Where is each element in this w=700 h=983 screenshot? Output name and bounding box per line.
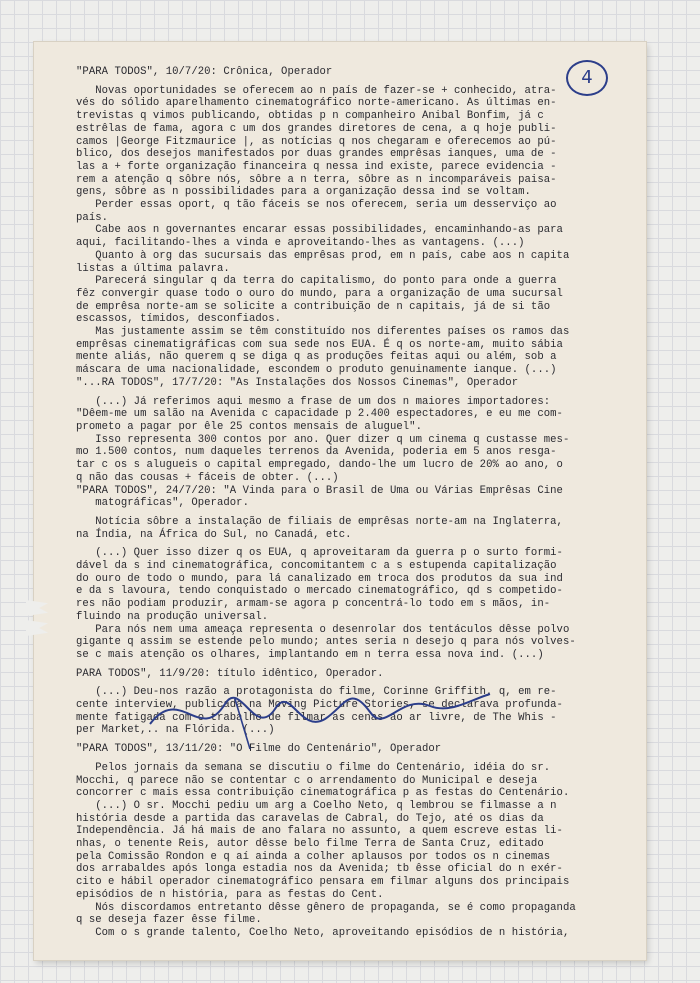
text-line: PARA TODOS", 11/9/20: título idêntico, Operador.: [76, 667, 384, 680]
text-line: "PARA TODOS", 24/7/20: "A Vinda para o Brasil de Uma ou Várias Emprêsas Cine: [76, 484, 563, 497]
text-line: emprêsas cinematigráficas com sua sede nos EUA. É q os norte-am, muito sábia: [76, 338, 563, 351]
text-line: na Índia, na África do Sul, no Canadá, etc.: [76, 528, 352, 541]
text-line: de emprêsa norte-am se solicite a contribuição de n capitais, já de si tão: [76, 300, 551, 313]
text-line: estrêlas de fama, agora c um dos grandes diretores de cena, a q hoje publi-: [76, 122, 557, 135]
document-text: [76, 66, 646, 940]
page-number: 4: [566, 60, 608, 96]
text-line: tar c os s alugueis o capital empregado, dando-lhe um lucro de 20% ao ano, o: [76, 459, 563, 472]
text-line: matográficas", Operador.: [76, 497, 249, 510]
text-line: fêz convergir quase todo o ouro do mundo, para a organização de uma sucursal: [76, 287, 563, 300]
text-line: per Market,.. na Flórida. (...): [76, 724, 275, 737]
text-line: "PARA TODOS", 10/7/20: Crônica, Operador: [76, 66, 333, 78]
text-line: trevistas q vimos publicando, obtidas p n companheiro Anibal Bonfim, já c: [76, 110, 544, 123]
text-line: dável da s ind cinematográfica, concomitantem c a s estupenda capitalização: [76, 560, 557, 573]
text-line: (...) Quer isso dizer q os EUA, q aproveitaram da guerra p o surto formi-: [76, 547, 563, 560]
text-line: vés do sólido aparelhamento cinematográfico norte-americano. As últimas en-: [76, 97, 557, 110]
text-line: camos |George Fitzmaurice |, as notícias q nos chegaram e oferecemos ao pú-: [76, 135, 557, 148]
text-line: Mocchi, q parece não se contentar c o arrendamento do Municipal e deseja: [76, 774, 538, 787]
text-line: Cabe aos n governantes encarar essas possibilidades, encaminhando-as para: [76, 224, 563, 237]
text-line: concorrer c mais essa contribuição cinematográfica p as festas do Centenário.: [76, 787, 570, 800]
text-line: episódios de n história, para as festas do Cent.: [76, 888, 384, 901]
text-line: Com o s grande talento, Coelho Neto, aproveitando episódios de n história,: [76, 927, 570, 939]
text-line: (...) Já referimos aqui mesmo a frase de um dos n maiores importadores:: [76, 395, 551, 408]
text-line: máscara de uma nacionalidade, escondem o produto genuinamente ianque. (...): [76, 364, 557, 377]
text-line: pela Comissão Rondon e q aí ainda a colher aplausos por todos os n cinemas: [76, 850, 551, 863]
text-line: Mas justamente assim se têm constituído nos diferentes países os ramos das: [76, 326, 570, 339]
text-line: cente interview, publicada na Moving Picture Stories, se declarava profunda-: [76, 699, 563, 712]
text-line: Nós discordamos entretanto dêsse gênero de propaganda, se é como propaganda: [76, 901, 576, 914]
text-line: cito e hábil operador cinematográfico pensara em filmar alguns dos principais: [76, 876, 570, 889]
text-line: gigante q assim se estende pelo mundo; antes seria n desejo q para nós volves-: [76, 636, 576, 649]
text-line: Notícia sôbre a instalação de filiais de emprêsas norte-am na Inglaterra,: [76, 515, 563, 528]
text-line: dos arrabaldes após longa estadia nos da Avenida; tb êsse oficial do n exér-: [76, 863, 563, 876]
text-line: rem a atenção q sôbre nós, sôbre a n terra, sôbre as n incomparáveis paisa-: [76, 173, 557, 186]
text-line: mente aliás, não querem q se diga q as produções feitas aqui ou além, sob a: [76, 351, 557, 364]
text-line: Novas oportunidades se oferecem ao n país de fazer-se + conhecido, atra-: [76, 84, 557, 97]
text-line: "PARA TODOS", 13/11/20: "O Filme do Centenário", Operador: [76, 743, 442, 756]
text-line: listas a última palavra.: [76, 262, 230, 275]
text-line: história desde a partida das caravelas de Cabral, do Tejo, até os dias da: [76, 812, 544, 825]
text-line: q se deseja fazer êsse filme.: [76, 914, 262, 927]
text-line: blico, dos desejos manifestados por duas grandes emprêsas ianques, uma de -: [76, 148, 557, 161]
text-line: Parecerá singular q da terra do capitalismo, do ponto para onde a guerra: [76, 275, 557, 288]
text-line: Perder essas oport, q tão fáceis se nos oferecem, seria um desserviço ao: [76, 199, 557, 212]
text-line: Pelos jornais da semana se discutiu o filme do Centenário, idéia do sr.: [76, 761, 551, 774]
text-line: mo 1.500 contos, num daqueles terrenos da Avenida, poderia em 5 anos resga-: [76, 446, 557, 459]
text-line: mente fatigada com o trabalho de filmar as cenas ao ar livre, de The Whis -: [76, 711, 557, 724]
text-line: e da s lavoura, tendo conquistado o mercado cinematográfico, qd s competido-: [76, 585, 563, 598]
text-line: q não das cousas + fáceis de obter. (...): [76, 471, 339, 484]
handwritten-signature: [140, 664, 500, 754]
text-line: Independência. Já há mais de ano falara no assunto, a quem escreve estas li-: [76, 825, 563, 838]
text-line: escassos, tímidos, desconfiados.: [76, 313, 282, 326]
text-line: fluindo na produção universal.: [76, 610, 269, 623]
text-line: país.: [76, 211, 109, 224]
text-line: Quanto à org das sucursais das emprêsas prod, em n país, cabe aos n capita: [76, 249, 570, 262]
text-line: "...RA TODOS", 17/7/20: "As Instalações dos Nossos Cinemas", Operador: [76, 376, 519, 389]
text-line: Isso representa 300 contos por ano. Quer dizer q um cinema q custasse mes-: [76, 433, 570, 446]
text-line: gens, sôbre as n possibilidades para a organização dessa ind se voltam.: [76, 186, 531, 199]
text-line: (...) O sr. Mocchi pediu um arg a Coelho Neto, q lembrou se filmasse a n: [76, 799, 557, 812]
text-line: do ouro de todo o mundo, para lá canalizado em troca dos produtos da sua ind: [76, 572, 563, 585]
text-line: (...) Deu-nos razão a protagonista do filme, Corinne Griffith, q, em re-: [76, 686, 557, 699]
text-line: aqui, facilitando-lhes a vinda e aproveitando-lhes as vantagens. (...): [76, 237, 525, 250]
text-line: se c mais atenção os olhares, implantando em n terra essa nova ind. (...): [76, 648, 544, 661]
text-line: prometo a pagar por êle 25 contos mensais de aluguel".: [76, 420, 422, 433]
text-line: las a + forte organização financeira q nessa ind existe, parece evidencia -: [76, 160, 557, 173]
text-line: res não podiam produzir, armam-se agora p concentrá-lo todo em s mãos, in-: [76, 598, 551, 611]
text-line: nhas, o tenente Reis, autor dêsse belo filme Terra de Santa Cruz, editado: [76, 838, 544, 851]
text-line: Para nós nem uma ameaça representa o desenrolar dos tentáculos dêsse polvo: [76, 623, 570, 636]
text-line: "Dêem-me um salão na Avenida c capacidade p 2.400 espectadores, e eu me com-: [76, 408, 563, 421]
